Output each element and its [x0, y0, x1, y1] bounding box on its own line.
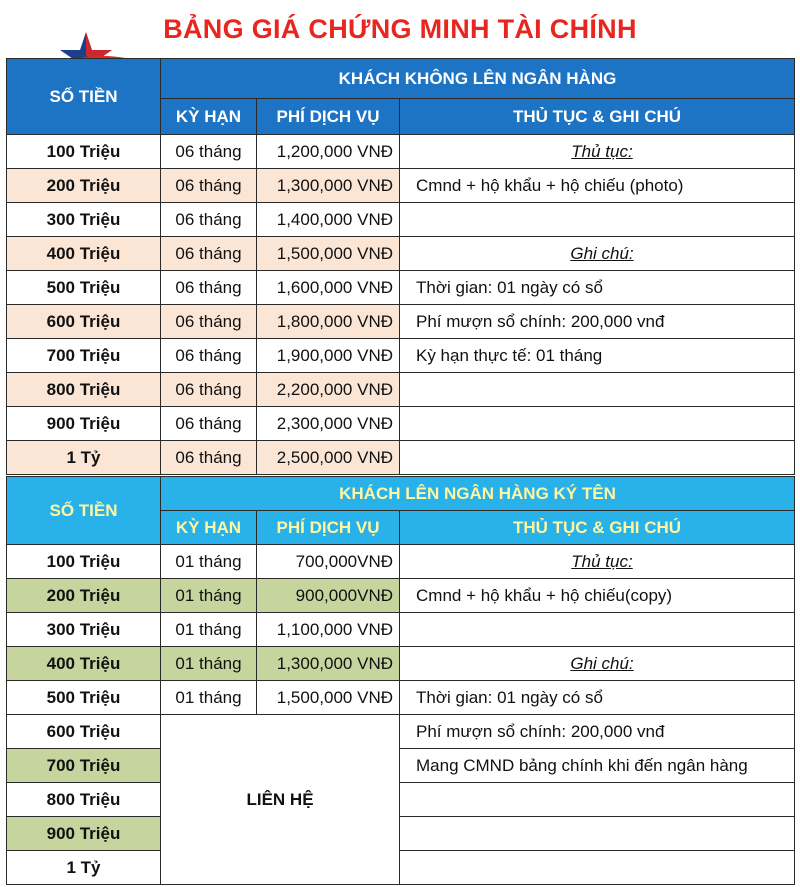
table-row — [7, 647, 795, 681]
note-cell — [400, 373, 795, 407]
note-cell — [400, 749, 795, 783]
table-row — [7, 545, 795, 579]
note-cell — [400, 647, 795, 681]
term-cell: 06 tháng — [161, 135, 257, 169]
note-cell — [400, 203, 795, 237]
note-cell — [400, 135, 795, 169]
note-text: Cmnd + hộ khẩu + hộ chiếu (photo) — [416, 175, 684, 195]
col-header-amount: SỐ TIỀN — [7, 59, 161, 135]
note-cell — [400, 169, 795, 203]
term-cell: 06 tháng — [161, 271, 257, 305]
term-cell: 06 tháng — [161, 373, 257, 407]
col-header-term: KỲ HẠN — [161, 511, 257, 545]
term-cell: 06 tháng — [161, 169, 257, 203]
term-cell: 06 tháng — [161, 203, 257, 237]
term-cell: 06 tháng — [161, 407, 257, 441]
note-text: Phí mượn sổ chính: 200,000 vnđ — [416, 721, 665, 741]
table-row — [7, 203, 795, 237]
fee-cell: 900,000VNĐ — [257, 579, 400, 613]
table-row — [7, 237, 795, 271]
fee-cell: 1,500,000 VNĐ — [257, 237, 400, 271]
table-row — [7, 715, 795, 749]
fee-cell: 1,500,000 VNĐ — [257, 681, 400, 715]
term-cell: 01 tháng — [161, 545, 257, 579]
table-row — [7, 305, 795, 339]
amount-cell: 700 Triệu — [7, 749, 161, 783]
amount-cell: 900 Triệu — [7, 407, 161, 441]
note-text: Thời gian: 01 ngày có sổ — [416, 277, 603, 297]
amount-cell: 400 Triệu — [7, 647, 161, 681]
note-cell — [400, 715, 795, 749]
col-header-fee: PHÍ DỊCH VỤ — [257, 99, 400, 135]
note-cell — [400, 783, 795, 817]
table-row — [7, 613, 795, 647]
table-row — [7, 749, 795, 783]
table-row — [7, 441, 795, 475]
table-row — [7, 169, 795, 203]
fee-cell: 1,300,000 VNĐ — [257, 169, 400, 203]
term-cell: 06 tháng — [161, 441, 257, 475]
table-row — [7, 135, 795, 169]
note-cell — [400, 271, 795, 305]
amount-cell: 1 Tỷ — [7, 441, 161, 475]
amount-cell: 200 Triệu — [7, 579, 161, 613]
amount-cell: 500 Triệu — [7, 271, 161, 305]
term-cell: 06 tháng — [161, 339, 257, 373]
amount-cell: 900 Triệu — [7, 817, 161, 851]
table-row — [7, 407, 795, 441]
fee-cell: 1,900,000 VNĐ — [257, 339, 400, 373]
term-cell: 01 tháng — [161, 579, 257, 613]
price-table-bank-sign — [6, 476, 795, 885]
fee-cell: 1,600,000 VNĐ — [257, 271, 400, 305]
term-cell: 01 tháng — [161, 681, 257, 715]
term-cell: 01 tháng — [161, 613, 257, 647]
amount-cell: 400 Triệu — [7, 237, 161, 271]
note-cell — [400, 237, 795, 271]
amount-cell: 600 Triệu — [7, 305, 161, 339]
col-header-notes: THỦ TỤC & GHI CHÚ — [400, 99, 795, 135]
col-header-term: KỲ HẠN — [161, 99, 257, 135]
note-cell — [400, 613, 795, 647]
fee-cell: 1,400,000 VNĐ — [257, 203, 400, 237]
fee-cell: 2,200,000 VNĐ — [257, 373, 400, 407]
amount-cell: 600 Triệu — [7, 715, 161, 749]
amount-cell: 200 Triệu — [7, 169, 161, 203]
term-cell: 01 tháng — [161, 647, 257, 681]
table-row — [7, 681, 795, 715]
amount-cell: 800 Triệu — [7, 373, 161, 407]
table-row — [7, 851, 795, 885]
note-cell — [400, 579, 795, 613]
note-cell — [400, 305, 795, 339]
col-header-amount: SỐ TIỀN — [7, 477, 161, 545]
table-row — [7, 271, 795, 305]
note-cell — [400, 681, 795, 715]
table-row — [7, 373, 795, 407]
fee-cell: 1,800,000 VNĐ — [257, 305, 400, 339]
note-cell — [400, 545, 795, 579]
term-cell: 06 tháng — [161, 305, 257, 339]
note-text: Cmnd + hộ khẩu + hộ chiếu(copy) — [416, 585, 673, 605]
note-text: Thủ tục: — [571, 551, 633, 571]
contact-cell: LIÊN HỆ — [161, 715, 400, 885]
table-row — [7, 783, 795, 817]
note-cell — [400, 851, 795, 885]
amount-cell: 800 Triệu — [7, 783, 161, 817]
amount-cell: 300 Triệu — [7, 203, 161, 237]
note-text: Thủ tục: — [571, 141, 633, 161]
note-cell — [400, 817, 795, 851]
fee-cell: 1,200,000 VNĐ — [257, 135, 400, 169]
term-cell: 06 tháng — [161, 237, 257, 271]
table-row — [7, 579, 795, 613]
note-cell — [400, 441, 795, 475]
table-row — [7, 817, 795, 851]
note-text: Thời gian: 01 ngày có sổ — [416, 687, 603, 707]
fee-cell: 1,100,000 VNĐ — [257, 613, 400, 647]
note-text: Kỳ hạn thực tế: 01 tháng — [416, 345, 603, 365]
note-text: Phí mượn sổ chính: 200,000 vnđ — [416, 311, 665, 331]
note-cell — [400, 407, 795, 441]
amount-cell: 1 Tỷ — [7, 851, 161, 885]
note-cell — [400, 339, 795, 373]
fee-cell: 700,000VNĐ — [257, 545, 400, 579]
amount-cell: 500 Triệu — [7, 681, 161, 715]
group-header: KHÁCH LÊN NGÂN HÀNG KÝ TÊN — [161, 477, 795, 511]
amount-cell: 100 Triệu — [7, 135, 161, 169]
note-text: Ghi chú: — [570, 243, 634, 263]
amount-cell: 100 Triệu — [7, 545, 161, 579]
amount-cell: 700 Triệu — [7, 339, 161, 373]
page-title: BẢNG GIÁ CHỨNG MINH TÀI CHÍNH — [163, 14, 637, 44]
note-text: Mang CMND bảng chính khi đến ngân hàng — [416, 755, 748, 775]
fee-cell: 1,300,000 VNĐ — [257, 647, 400, 681]
table-row — [7, 339, 795, 373]
col-header-fee: PHÍ DỊCH VỤ — [257, 511, 400, 545]
fee-cell: 2,500,000 VNĐ — [257, 441, 400, 475]
price-table-no-bank — [6, 58, 795, 475]
amount-cell: 300 Triệu — [7, 613, 161, 647]
group-header: KHÁCH KHÔNG LÊN NGÂN HÀNG — [161, 59, 795, 99]
note-text: Ghi chú: — [570, 653, 634, 673]
fee-cell: 2,300,000 VNĐ — [257, 407, 400, 441]
col-header-notes: THỦ TỤC & GHI CHÚ — [400, 511, 795, 545]
